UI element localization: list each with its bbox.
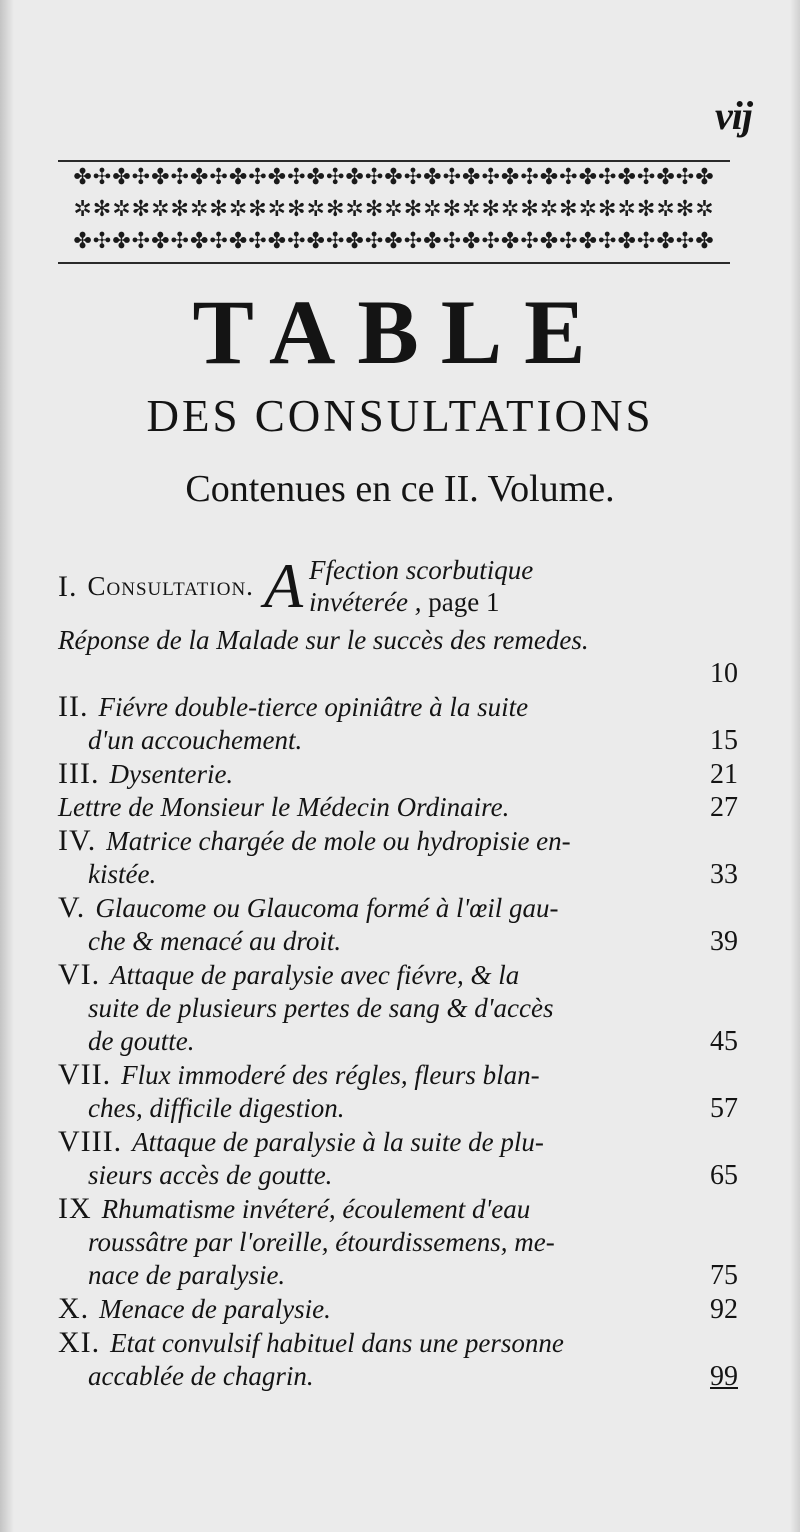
entry-line: invéterée , — [309, 587, 422, 617]
page-number: 10 — [710, 658, 738, 689]
toc-entry: I. Consultation. A Ffection scorbutique invéterée , page 1 — [58, 550, 534, 621]
toc-entry — [58, 791, 738, 824]
page-number: 33 — [710, 859, 738, 890]
entry-line: Attaque de paralysie à la suite de plu- — [132, 1127, 544, 1157]
ornament-row: ✤✣✤✣✤✣✤✣✤✣✤✣✤✣✤✣✤✣✤✣✤✣✤✣✤✣✤✣✤✣✤✣✤ — [73, 229, 715, 254]
entry-number: V. — [58, 891, 86, 924]
page-title: TABLE — [192, 281, 608, 383]
entry-line: Glaucome ou Glaucoma formé à l'œil gau- — [95, 893, 559, 923]
page-label: page — [428, 587, 480, 617]
toc-entry — [58, 1326, 738, 1393]
entry-line: ches, difficile digestion. — [88, 1093, 345, 1123]
page-number: 99 — [710, 1361, 738, 1392]
toc-entry — [58, 757, 738, 791]
entry-line: Matrice chargée de mole ou hydropisie en- — [106, 826, 571, 856]
entry-line: Etat convulsif habituel dans une personne — [110, 1328, 564, 1358]
page-number: 92 — [710, 1294, 738, 1325]
entry-line: Menace de paralysie. — [99, 1294, 331, 1324]
entry-number: VIII. — [58, 1125, 123, 1158]
entry-number: XI. — [58, 1326, 101, 1359]
entry-number: III. — [58, 757, 100, 790]
entry-line: accablée de chagrin. — [88, 1361, 314, 1391]
entry-line: Fiévre double-tierce opiniâtre à la suite — [98, 692, 529, 722]
entry-number: I. — [58, 569, 78, 603]
entry-line: che & menacé au droit. — [88, 926, 342, 956]
ornamental-headpiece — [58, 160, 730, 264]
entry-line: sieurs accès de goutte. — [88, 1160, 333, 1190]
page-number: 39 — [710, 926, 738, 957]
entry-label: Consultation. — [87, 570, 254, 601]
ornament-row: ✤✣✤✣✤✣✤✣✤✣✤✣✤✣✤✣✤✣✤✣✤✣✤✣✤✣✤✣✤✣✤✣✤ — [73, 165, 715, 190]
page-number: 57 — [710, 1093, 738, 1124]
entry-line: Lettre de Monsieur le Médecin Ordinaire. — [58, 792, 510, 822]
page-number: 21 — [710, 759, 738, 790]
toc-entry — [58, 624, 738, 690]
toc-list — [58, 624, 738, 1393]
entry-line: nace de paralysie. — [88, 1260, 286, 1290]
toc-entry — [58, 690, 738, 757]
table-of-contents — [58, 548, 738, 1393]
toc-entry — [58, 1292, 738, 1326]
entry-line: de goutte. — [88, 1026, 195, 1056]
page-number: 15 — [710, 725, 738, 756]
page-number: 75 — [710, 1260, 738, 1291]
toc-entry — [58, 824, 738, 891]
entry-line: roussâtre par l'oreille, étourdissemens, me- — [88, 1227, 555, 1257]
entry-line: d'un accouchement. — [88, 725, 303, 755]
toc-entry — [58, 891, 738, 958]
toc-entry — [58, 1192, 738, 1292]
entry-number: IX — [58, 1192, 92, 1225]
entry-line: Dysenterie. — [109, 759, 234, 789]
entry-number: X. — [58, 1292, 90, 1325]
toc-entry — [58, 1058, 738, 1125]
entry-line: Réponse de la Malade sur le succès des remedes. — [58, 625, 589, 655]
entry-number: IV. — [58, 824, 97, 857]
entry-number: VII. — [58, 1058, 112, 1091]
entry-text — [309, 554, 533, 618]
entry-line: Attaque de paralysie avec fiévre, & la — [110, 960, 520, 990]
page-number: 65 — [710, 1160, 738, 1191]
folio-number: vij — [715, 93, 752, 138]
ornament-row: ✲✻✲✻✲✻✲✻✲✻✲✻✲✻✲✻✲✻✲✻✲✻✲✻✲✻✲✻✲✻✲✻✲ — [73, 197, 715, 222]
entry-line: suite de plusieurs pertes de sang & d'accès — [88, 993, 554, 1023]
page-number: 27 — [710, 792, 738, 823]
entry-line: Ffection scorbutique — [309, 555, 534, 585]
entry-number: VI. — [58, 958, 101, 991]
page-subtitle: DES CONSULTATIONS — [146, 391, 654, 441]
entry-line: Flux immoderé des régles, fleurs blan- — [121, 1060, 540, 1090]
entry-line: Rhumatisme invéteré, écoulement d'eau — [101, 1194, 531, 1224]
page-number: 1 — [485, 587, 500, 617]
toc-entry — [58, 1125, 738, 1192]
page-number: 45 — [710, 1026, 738, 1057]
volume-line: Contenues en ce II. Volume. — [185, 468, 615, 510]
entry-line: kistée. — [88, 859, 157, 889]
toc-entry — [58, 958, 738, 1058]
entry-number: II. — [58, 690, 89, 723]
